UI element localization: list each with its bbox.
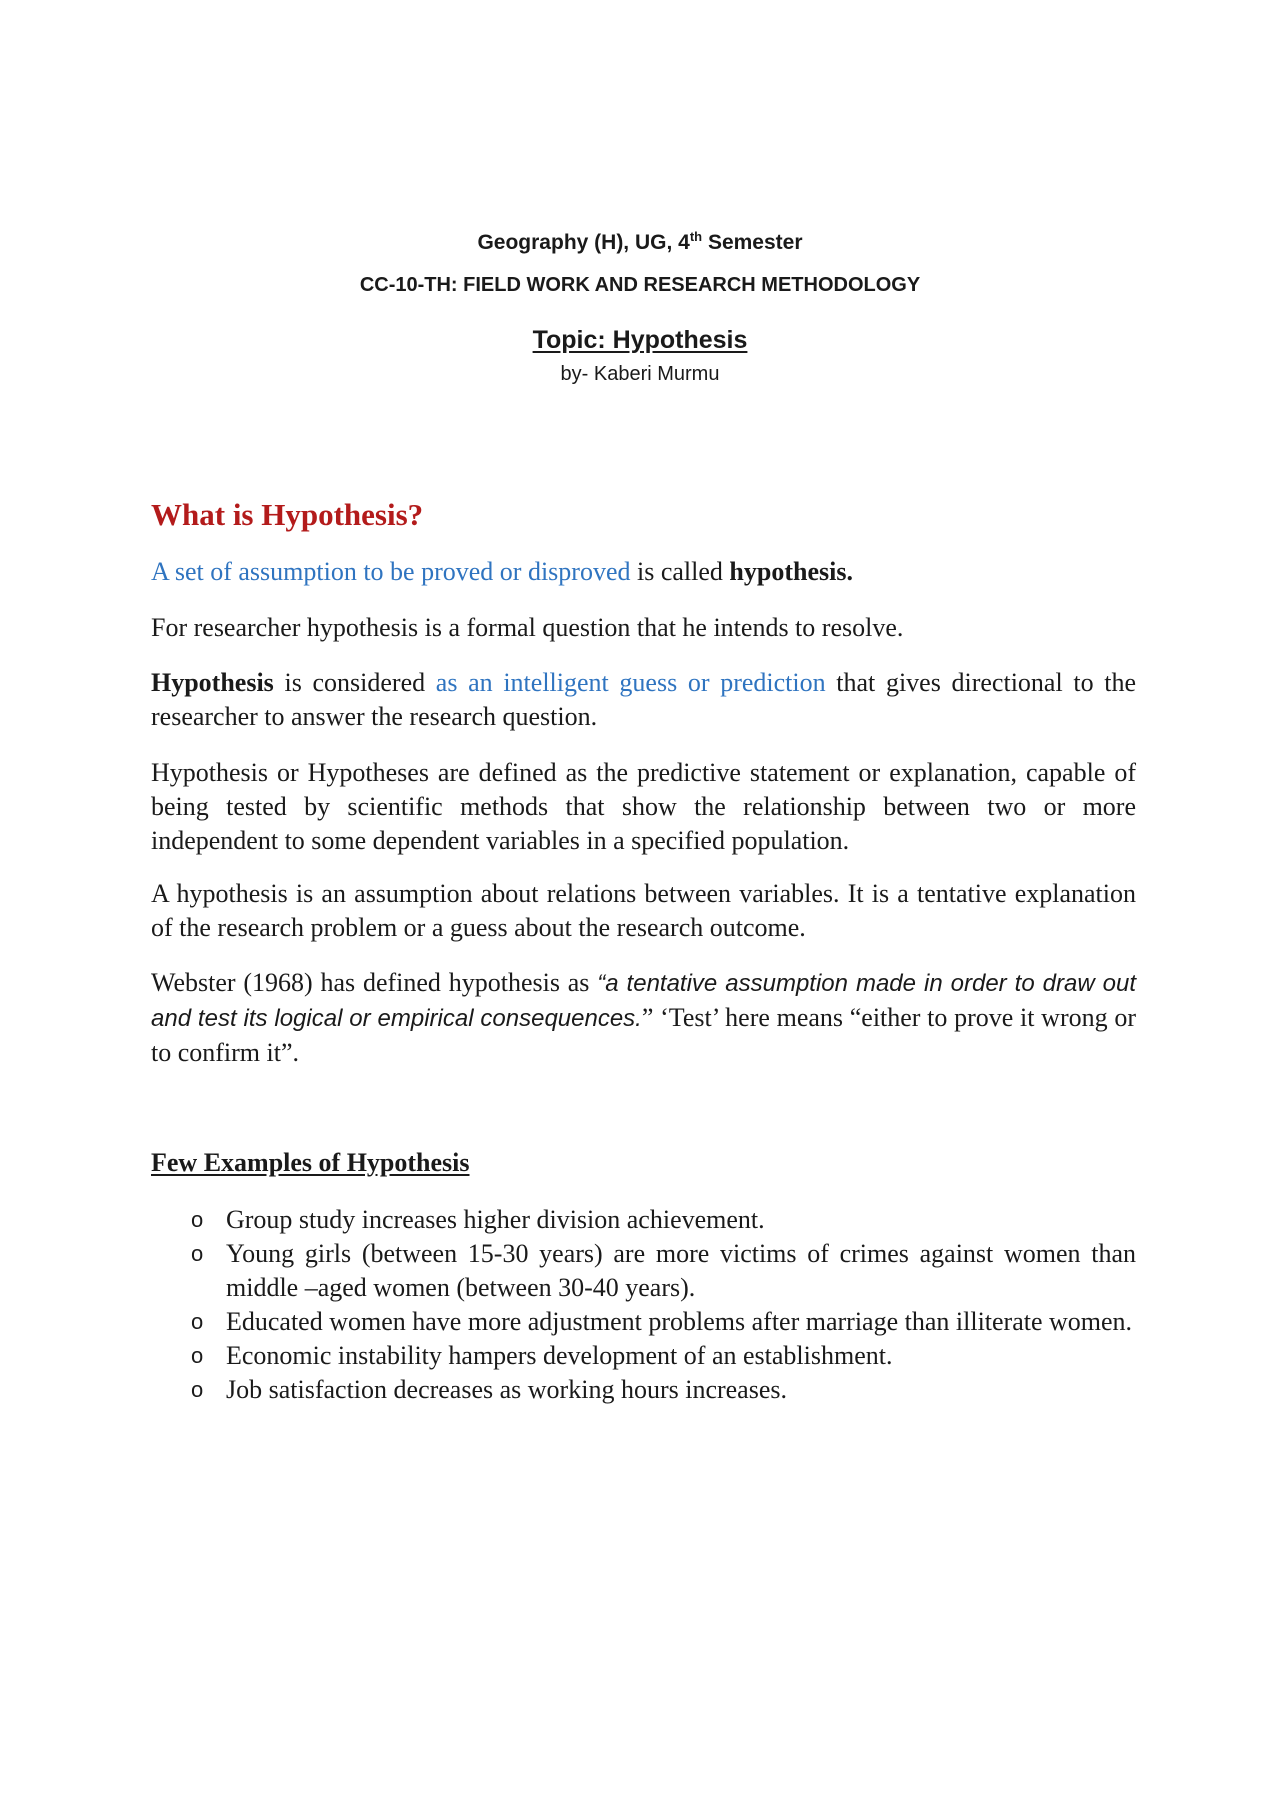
- list-item: [188, 1203, 1136, 1237]
- paper-title: CC-10-TH: FIELD WORK AND RESEARCH METHODOLOGY: [359, 274, 921, 296]
- list-item: [188, 1237, 1136, 1305]
- guess-before: is considered: [273, 668, 436, 697]
- assumption-paragraph: A hypothesis is an assumption about relations between variables. It is a tentative explanation of the research problem or a guess about the research outcome.: [151, 879, 1136, 942]
- guess-highlight: as an intelligent guess or prediction: [435, 668, 826, 697]
- bullet-icon: o: [191, 1207, 204, 1232]
- bullet-icon: o: [191, 1309, 204, 1334]
- bullet-icon: o: [191, 1343, 204, 1368]
- webster-quote: “a tentative assumption made in order to draw out and test its logical or empirical consequences.: [151, 970, 1137, 1032]
- course-sup: th: [689, 229, 703, 244]
- list-item-text: Group study increases higher division achievement.: [226, 1205, 765, 1234]
- definition-paragraph: [151, 555, 1136, 589]
- examples-title: Few Examples of Hypothesis: [151, 1148, 470, 1177]
- course-prefix: Geography (H), UG, 4: [477, 231, 690, 254]
- guess-after: that gives directional to the researcher to answer the research question.: [151, 668, 1137, 731]
- list-item-text: Educated women have more adjustment problems after marriage than illiterate women.: [226, 1307, 1133, 1336]
- webster-paragraph: [151, 966, 1136, 1070]
- list-item: [188, 1339, 1136, 1373]
- list-item: [188, 1305, 1136, 1339]
- webster-after: ” ‘Test’ here means “either to prove it wrong or to confirm it”.: [151, 1003, 1136, 1067]
- guess-term: Hypothesis: [151, 668, 274, 697]
- author-line: by- Kaberi Murmu: [560, 363, 720, 385]
- list-item-text: Economic instability hampers development of an establishment.: [226, 1341, 893, 1370]
- topic-text: Topic: Hypothesis: [532, 326, 748, 354]
- webster-before: Webster (1968) has defined hypothesis as: [151, 968, 598, 997]
- definition-highlight: A set of assumption to be proved or disproved: [151, 557, 631, 586]
- examples-list: [188, 1203, 1136, 1407]
- predictive-paragraph: Hypothesis or Hypotheses are defined as the predictive statement or explanation, capable of being tested by scientific methods that show the relationship between two or more independent to some dependent variables in a specified population.: [151, 758, 1136, 855]
- section-title: What is Hypothesis?: [151, 497, 424, 532]
- guess-paragraph: [151, 666, 1136, 734]
- course-line: [0, 231, 1280, 255]
- topic-title: [0, 326, 1280, 355]
- bullet-icon: o: [191, 1241, 204, 1266]
- definition-middle: is called: [630, 557, 730, 586]
- list-item-text: Job satisfaction decreases as working hours increases.: [226, 1375, 787, 1404]
- definition-term: hypothesis.: [729, 557, 853, 586]
- course-suffix: Semester: [702, 231, 803, 254]
- list-item: [188, 1373, 1136, 1407]
- list-item-text: Young girls (between 15-30 years) are more victims of crimes against women than middle –aged women (between 30-40 years).: [226, 1239, 1136, 1302]
- bullet-icon: o: [191, 1377, 204, 1402]
- researcher-paragraph: For researcher hypothesis is a formal question that he intends to resolve.: [151, 613, 904, 642]
